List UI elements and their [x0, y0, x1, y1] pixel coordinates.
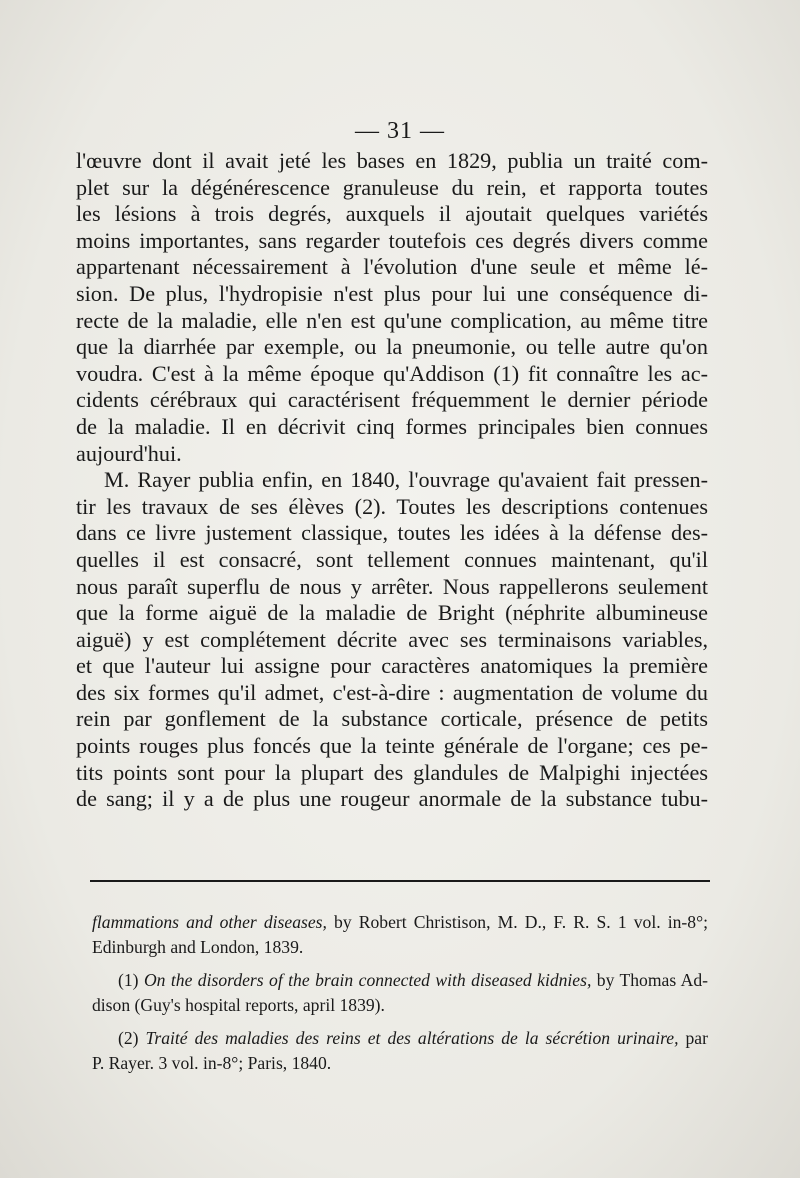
text-line: des six formes qu'il admet, c'est-à-dire : augmentation de volume du — [76, 679, 708, 705]
text-line: plet sur la dégénérescence granuleuse du rein, et rapporta toutes — [76, 174, 708, 200]
footnote-text: dison (Guy's hospital reports, april 1839). — [92, 995, 385, 1015]
footnote-text: by Robert Christison, M. D., F. R. S. 1 vol. in-8°; — [326, 912, 708, 932]
text-line: dans ce livre justement classique, toutes les idées à la défense des- — [76, 520, 708, 546]
text-line: aujourd'hui. — [76, 440, 182, 466]
footnote-continued — [92, 910, 708, 960]
footnote-title: Traité des maladies des reins et des altérations de la sécrétion urinaire, — [145, 1028, 679, 1048]
body-text — [76, 148, 708, 813]
text-line: que la forme aiguë de la maladie de Bright (néphrite albumineuse — [76, 600, 708, 626]
page-number: — 31 — — [355, 118, 445, 144]
footnote-text: by Thomas Ad- — [591, 970, 709, 990]
text-line: moins importantes, sans regarder toutefois ces degrés divers comme — [76, 227, 708, 253]
footnote-text: P. Rayer. 3 vol. in-8°; Paris, 1840. — [92, 1053, 332, 1073]
text-line: quelles il est consacré, sont tellement connues maintenant, qu'il — [76, 546, 708, 572]
text-line: nous paraît superflu de nous y arrêter. Nous rappellerons seulement — [76, 573, 708, 599]
text-line: points rouges plus foncés que la teinte générale de l'organe; ces pe- — [76, 733, 708, 759]
text-line: voudra. C'est à la même époque qu'Addison (1) fit connaître les ac- — [76, 360, 708, 386]
footnote-title: On the disorders of the brain connected with diseased kidnies, — [143, 970, 592, 990]
footnote-title: flammations and other diseases, — [92, 912, 327, 932]
footnote-text: par — [678, 1028, 708, 1048]
footnote-marker: (1) — [118, 970, 144, 990]
text-line: de la maladie. Il en décrivit cinq formes principales bien connues — [76, 413, 708, 439]
text-line: les lésions à trois degrés, auxquels il ajoutait quelques variétés — [76, 201, 708, 227]
footnotes — [92, 910, 708, 1076]
text-line: recte de la maladie, elle n'en est qu'une complication, au même titre — [76, 307, 708, 333]
text-line: tir les travaux de ses élèves (2). Toutes les descriptions contenues — [76, 493, 708, 519]
text-line: que la diarrhée par exemple, ou la pneumonie, ou telle autre qu'on — [76, 334, 708, 360]
footnote-text: Edinburgh and London, 1839. — [92, 937, 304, 957]
text-line: et que l'auteur lui assigne pour caractères anatomiques la première — [76, 653, 708, 679]
text-line: de sang; il y a de plus une rougeur anormale de la substance tubu- — [76, 786, 708, 812]
text-line: sion. De plus, l'hydropisie n'est plus pour lui une conséquence di- — [76, 280, 708, 306]
text-line: appartenant nécessairement à l'évolution d'une seule et même lé- — [76, 254, 708, 280]
text-line: cidents cérébraux qui caractérisent fréquemment le dernier période — [76, 387, 708, 413]
footnote-1 — [92, 968, 708, 1018]
text-line: rein par gonflement de la substance corticale, présence de petits — [76, 706, 708, 732]
footnote-2 — [92, 1026, 708, 1076]
paragraph-start-line: M. Rayer publia enfin, en 1840, l'ouvrage qu'avaient fait pressen- — [104, 467, 708, 493]
text-line: aiguë) y est complétement décrite avec ses terminaisons variables, — [76, 626, 708, 652]
footnote-marker: (2) — [118, 1028, 146, 1048]
text-line: tits points sont pour la plupart des glandules de Malpighi injectées — [76, 759, 708, 785]
footnote-divider — [90, 880, 710, 882]
text-line: l'œuvre dont il avait jeté les bases en 1829, publia un traité com- — [76, 148, 708, 173]
